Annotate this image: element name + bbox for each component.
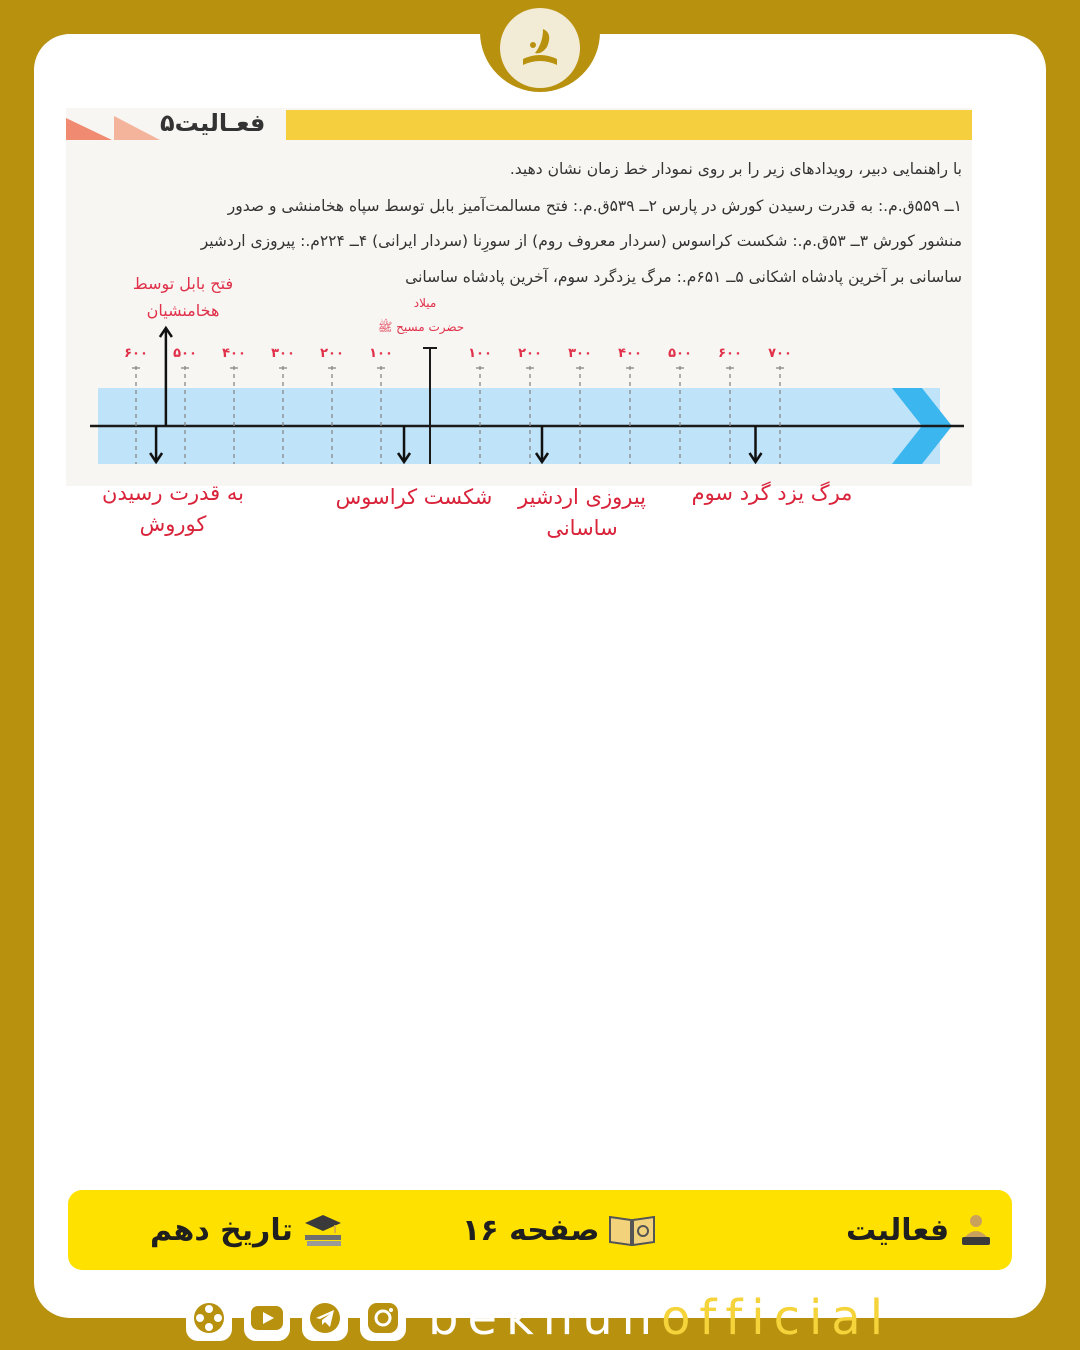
footer-book-label: تاریخ دهم — [150, 1212, 293, 1248]
ardashir-annotation — [504, 482, 660, 544]
cyrus-annotation — [80, 478, 266, 540]
bekhun-logo[interactable] — [500, 8, 580, 88]
tick-label: ۶۰۰ — [718, 346, 742, 361]
activity-title: فعـالیت۵ — [160, 109, 266, 137]
footer-page-label: صفحه ۱۶ — [462, 1212, 600, 1248]
brand-name[interactable] — [428, 1290, 892, 1346]
annotation-line: به قدرت رسیدن — [102, 481, 244, 505]
youtube-glyph — [250, 1305, 284, 1331]
instruction-line: ۱ــ ۵۵۹ق.م.: به قدرت رسیدن کورش در پارس ۲ــ ۵۳۹ق.م.: فتح مسالمت‌آمیز بابل توسط سپاه هخامنشی و صدور — [227, 197, 962, 215]
brand-part-2: official — [661, 1290, 893, 1346]
tick-label: ۷۰۰ — [768, 346, 792, 361]
tick-label: ۳۰۰ — [568, 346, 592, 361]
tick-label: ۵۰۰ — [668, 346, 692, 361]
tick-label: ۲۰۰ — [518, 346, 542, 361]
instagram-glyph — [366, 1301, 400, 1335]
social-bar — [186, 1290, 892, 1346]
header-triangles-decoration — [66, 110, 162, 140]
telegram-icon[interactable] — [302, 1295, 348, 1341]
telegram-glyph — [308, 1301, 342, 1335]
film-reel-icon[interactable] — [186, 1295, 232, 1341]
footer-activity[interactable] — [846, 1208, 995, 1252]
tick-label: ۵۰۰ — [173, 346, 197, 361]
tick-label: ۴۰۰ — [618, 346, 642, 361]
yazdgerd-annotation: مرگ یزد گرد سوم — [691, 481, 853, 505]
annotation-line: کوروش — [139, 512, 207, 536]
brand-part-1: bekhun — [428, 1290, 662, 1346]
masih-label: حضرت مسیح ﷺ — [377, 320, 465, 334]
milad-label: میلاد — [413, 296, 437, 310]
tick-label: ۱۰۰ — [468, 346, 492, 361]
activity-header-band — [286, 110, 972, 140]
tick-label: ۴۰۰ — [222, 346, 246, 361]
crassus-annotation: شکست کراسوس — [335, 485, 493, 509]
tick-label: ۳۰۰ — [271, 346, 295, 361]
annotation-line: هخامنشیان — [146, 301, 220, 320]
teacher-icon — [957, 1211, 995, 1249]
tick-label: ۶۰۰ — [124, 346, 148, 361]
pen-book-logo-icon — [513, 21, 567, 75]
tick-label: ۱۰۰ — [369, 346, 393, 361]
tick-label: ۲۰۰ — [320, 346, 344, 361]
graduation-books-icon — [301, 1211, 345, 1249]
footer-activity-label: فعالیت — [846, 1212, 950, 1248]
footer-book[interactable] — [150, 1208, 345, 1252]
annotation-line: پیروزی اردشیر — [517, 485, 646, 509]
annotation-line: فتح بابل توسط — [132, 274, 234, 293]
babylon-annotation — [108, 270, 258, 324]
instruction-line: منشور کورش ۳ــ ۵۳ق.م.: شکست کراسوس (سردار معروف روم) از سورِنا (سردار ایرانی) ۴ــ ۲۲۴م.: پیروزی اردشیر — [200, 232, 962, 250]
instagram-icon[interactable] — [360, 1295, 406, 1341]
youtube-icon[interactable] — [244, 1295, 290, 1341]
instruction-line: ساسانی بر آخرین پادشاه اشکانی ۵ــ ۶۵۱م.: مرگ یزدگرد سوم، آخرین پادشاه ساسانی — [405, 268, 962, 286]
footer-page[interactable] — [462, 1208, 657, 1252]
instruction-line: با راهنمایی دبیر، رویدادهای زیر را بر روی نمودار خط زمان نشان دهید. — [509, 160, 962, 178]
annotation-line: ساسانی — [546, 516, 618, 540]
open-book-icon — [607, 1211, 657, 1249]
film-reel-glyph — [192, 1301, 226, 1335]
